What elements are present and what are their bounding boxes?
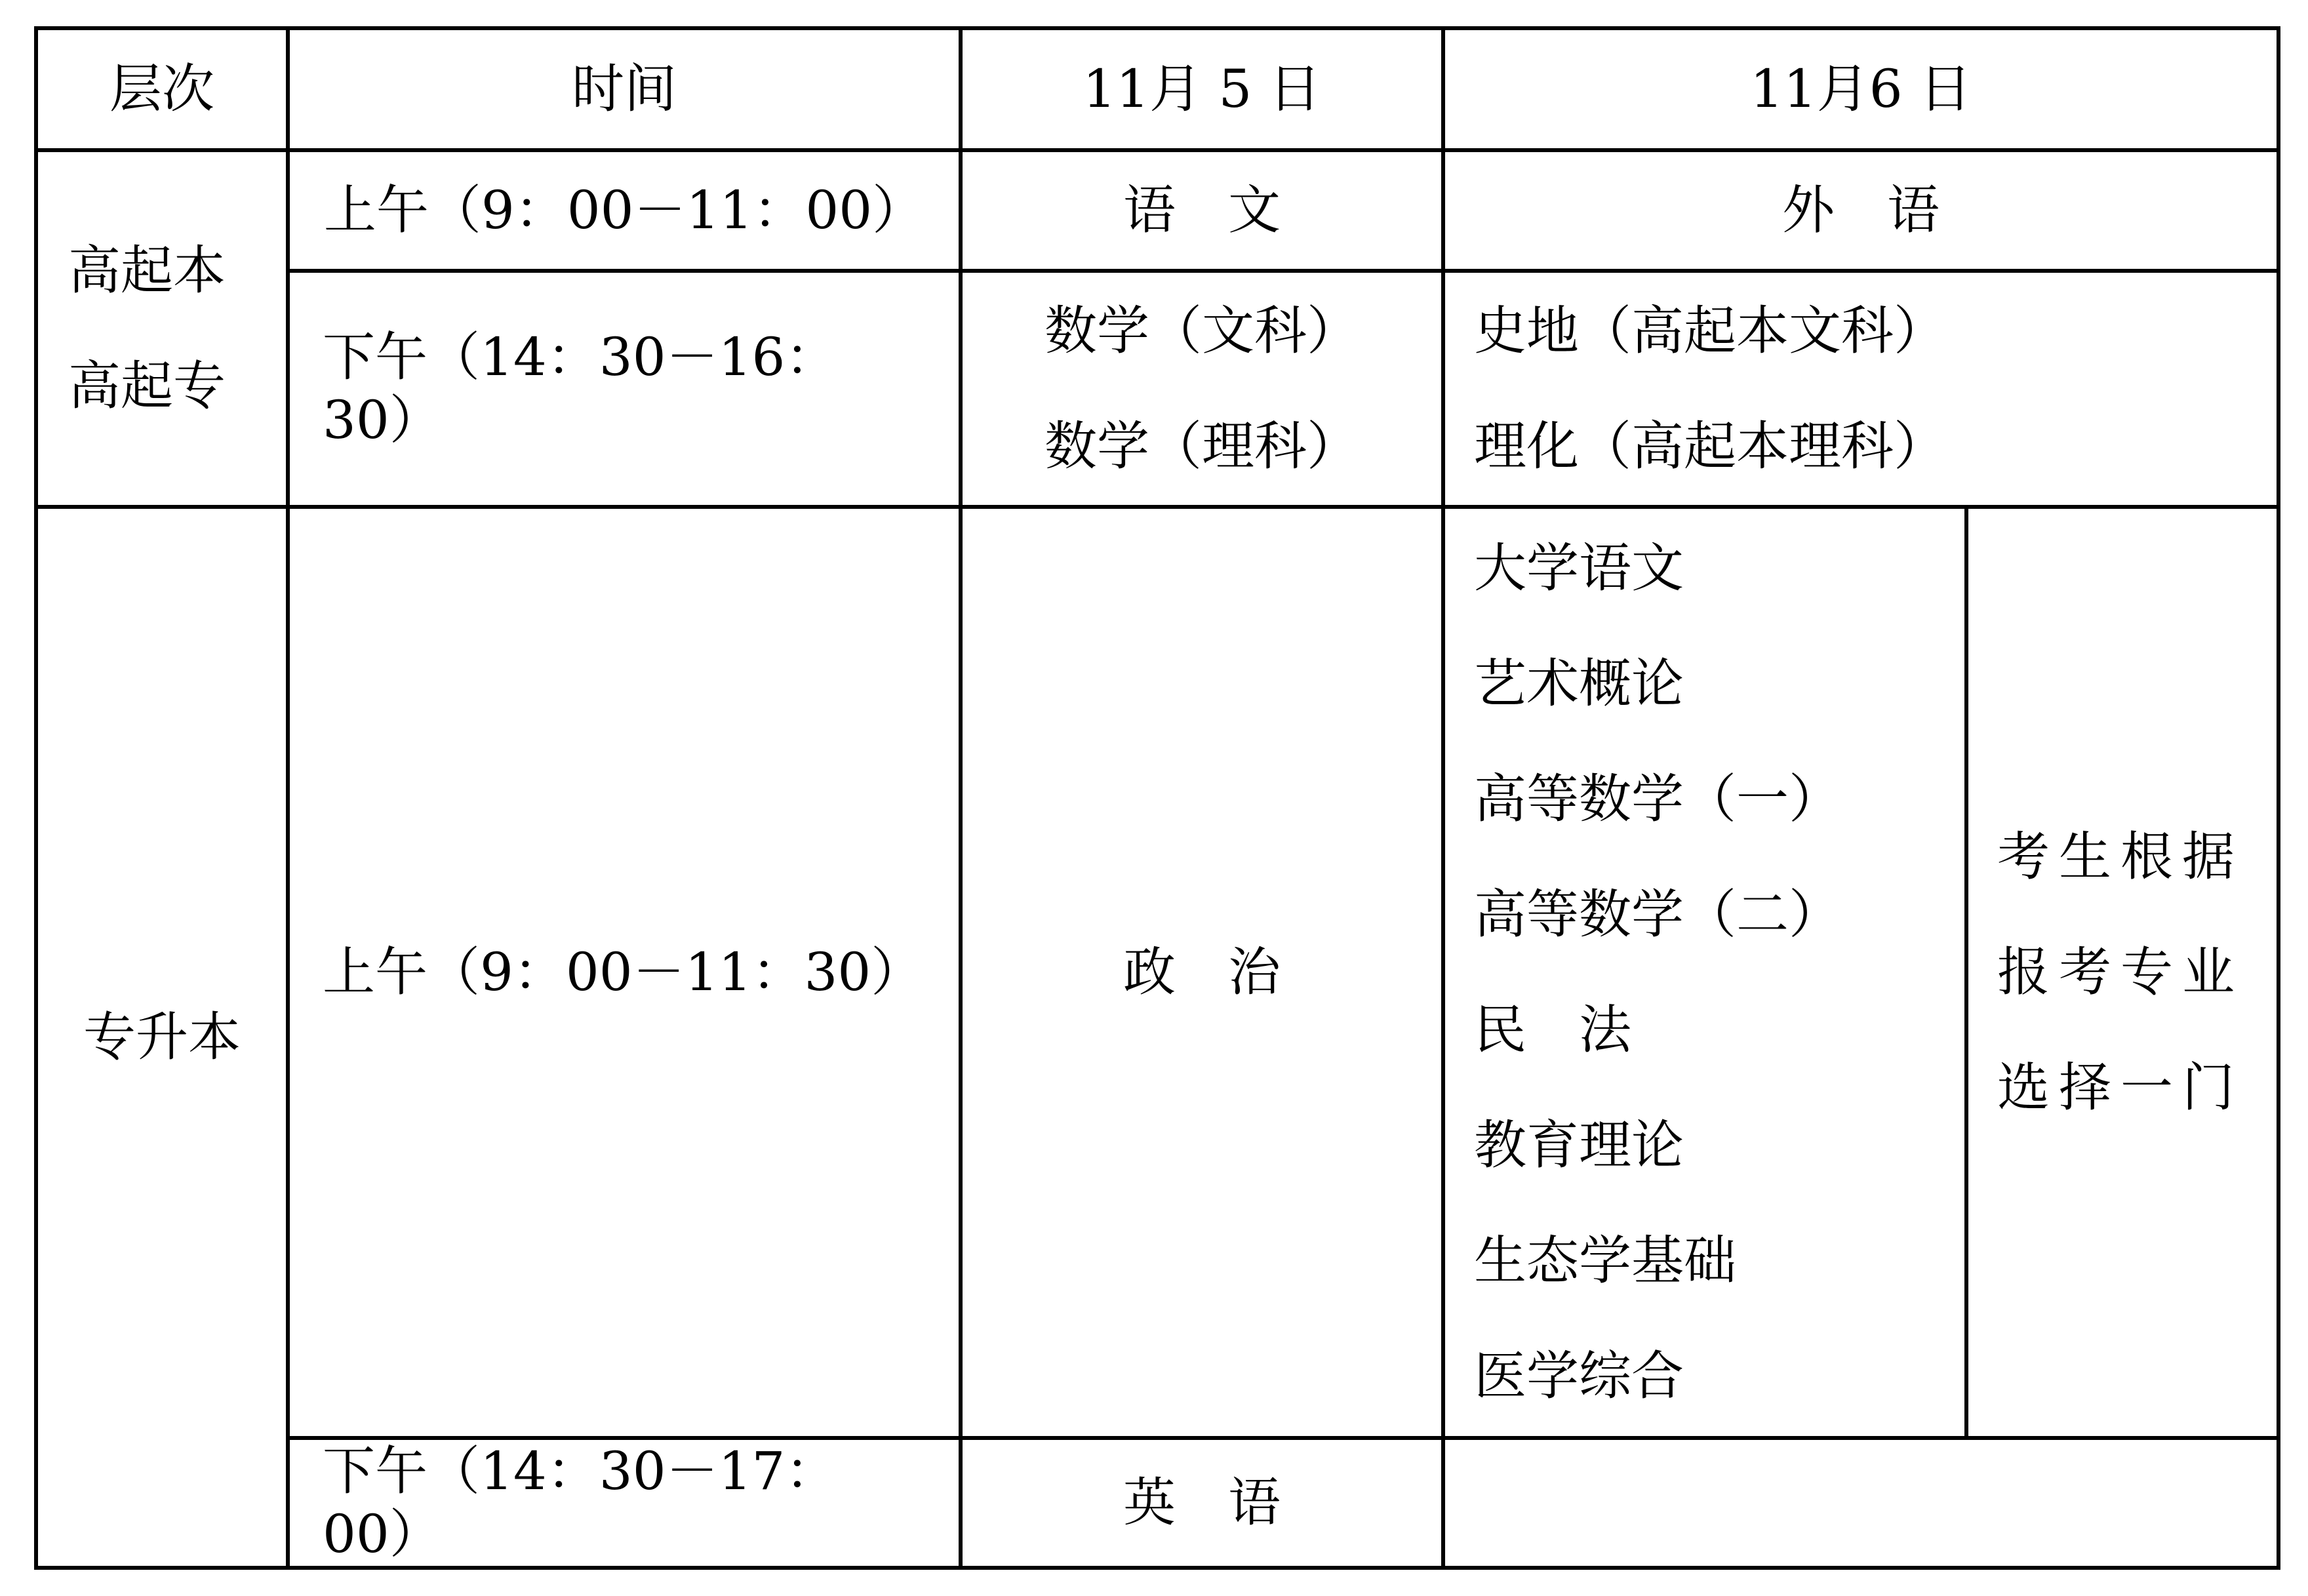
subject-item: 大学语文 bbox=[1474, 538, 1684, 599]
gqb-afternoon-day1 bbox=[961, 271, 1443, 507]
zsb-afternoon-day1: 英 语 bbox=[961, 1438, 1443, 1568]
zsb-morning-row bbox=[36, 507, 2278, 1438]
gqb-afternoon-time: 下午（14：30－16：30） bbox=[288, 271, 961, 507]
gqb-afternoon-day1-line2: 数学（理科） bbox=[1045, 416, 1359, 477]
gqb-morning-time: 上午（9：00－11：00） bbox=[288, 150, 961, 271]
subject-item: 民 法 bbox=[1474, 999, 1631, 1060]
note-line1: 考生根据 bbox=[1997, 826, 2244, 887]
subject-item: 高等数学（一） bbox=[1474, 768, 1841, 829]
level-gqb bbox=[36, 150, 288, 507]
gqb-afternoon-day2-line1: 史地（高起本文科） bbox=[1474, 300, 1946, 361]
level-gqb-line2: 高起专 bbox=[68, 355, 226, 416]
zsb-morning-day2-subjects bbox=[1443, 507, 1966, 1438]
zsb-morning-time: 上午（9：00－11：30） bbox=[288, 507, 961, 1438]
header-time: 时间 bbox=[288, 28, 961, 150]
gqb-morning-day1: 语 文 bbox=[961, 150, 1443, 271]
gqb-afternoon-day1-line1: 数学（文科） bbox=[1045, 300, 1359, 361]
gqb-afternoon-day2 bbox=[1443, 271, 2278, 507]
header-row bbox=[36, 28, 2278, 150]
zsb-afternoon-row bbox=[36, 1438, 2278, 1568]
zsb-morning-day2-note bbox=[1966, 507, 2278, 1438]
exam-schedule-table bbox=[34, 26, 2280, 1570]
gqb-morning-row bbox=[36, 150, 2278, 271]
level-zsb: 专升本 bbox=[36, 507, 288, 1568]
gqb-morning-day2: 外 语 bbox=[1443, 150, 2278, 271]
note-line3: 选择一门 bbox=[1997, 1057, 2244, 1118]
subject-item: 高等数学（二） bbox=[1474, 884, 1841, 945]
header-level: 层次 bbox=[36, 28, 288, 150]
subject-item: 教育理论 bbox=[1474, 1115, 1684, 1176]
header-day2: 11月6 日 bbox=[1443, 28, 2278, 150]
note-line2: 报考专业 bbox=[1997, 942, 2244, 1003]
gqb-afternoon-day2-line2: 理化（高起本理科） bbox=[1474, 416, 1946, 477]
header-day1: 11月 5 日 bbox=[961, 28, 1443, 150]
subject-item: 生态学基础 bbox=[1474, 1230, 1736, 1291]
zsb-afternoon-time: 下午（14：30－17：00） bbox=[288, 1438, 961, 1568]
zsb-afternoon-day2 bbox=[1443, 1438, 2278, 1568]
subject-item: 医学综合 bbox=[1474, 1346, 1684, 1406]
subject-item: 艺术概论 bbox=[1474, 653, 1684, 714]
zsb-morning-day1: 政 治 bbox=[961, 507, 1443, 1438]
level-gqb-line1: 高起本 bbox=[68, 240, 226, 301]
gqb-afternoon-row bbox=[36, 271, 2278, 507]
